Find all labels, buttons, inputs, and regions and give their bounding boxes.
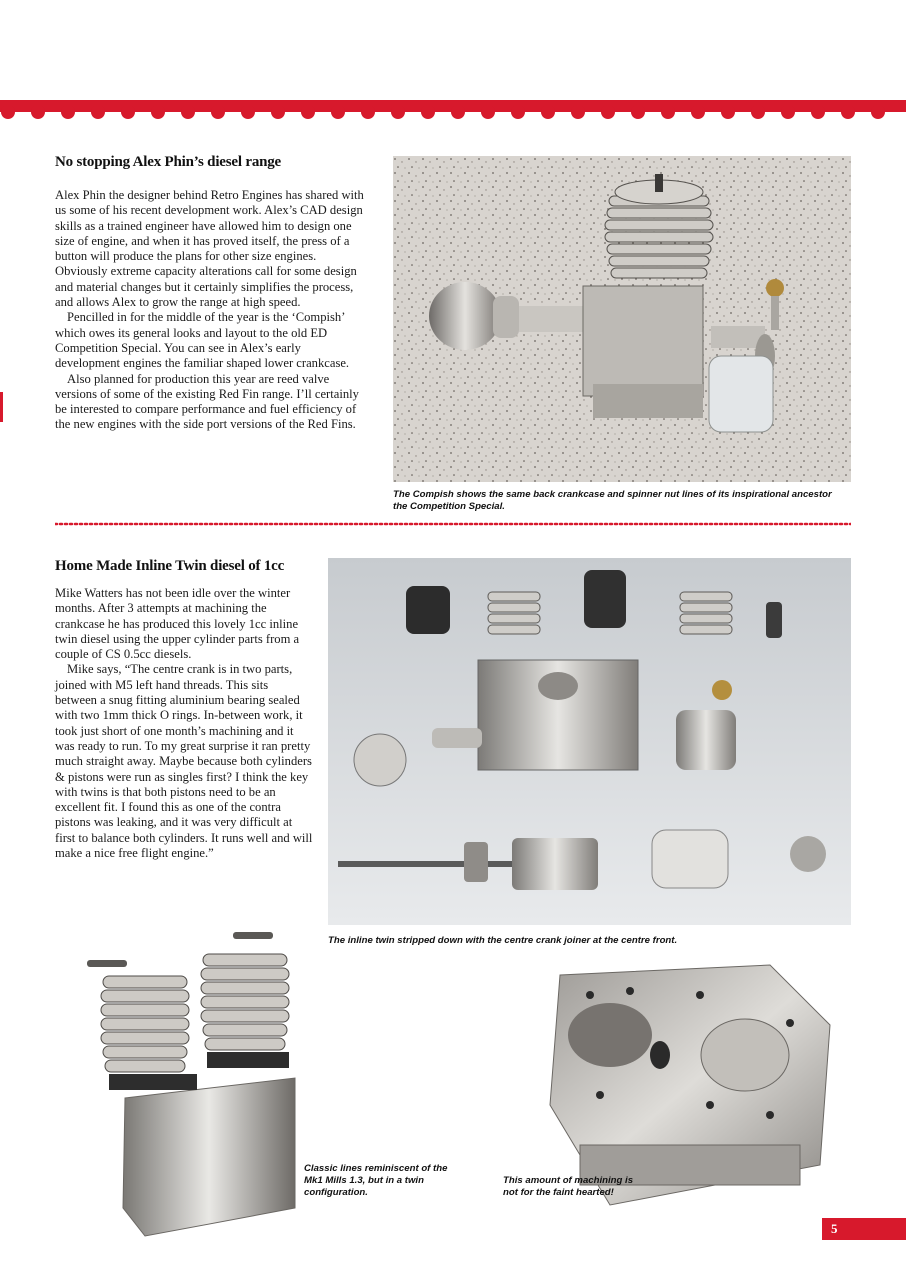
section2-body [55,586,313,861]
section1-paragraph: Pencilled in for the middle of the year is the ‘Compish’ which owes its general looks and layout to the old ED Competition Special. You can see in Alex’s early development engines the familiar shaped lower crankcase. [55,310,350,371]
stripped-twin-caption: The inline twin stripped down with the centre crank joiner at the centre front. [328,935,678,946]
section1-title: No stopping Alex Phin’s diesel range [55,154,282,170]
stripped-twin-photo [328,558,851,925]
edge-tab [0,392,3,422]
section1-paragraph: Alex Phin the designer behind Retro Engines has shared with us some of his recent development work. Alex’s CAD design skills as a trained engineer have allowed him to design one size of engine, and when it has proved itself, the press of a button will produce the plans for other size engines. Obviously extreme capacity alterations call for some design and material changes but it certainly simplifies the process, and allows Alex to grow the range at high speed. [55,188,364,310]
header-scallops [0,106,906,124]
section2-paragraph: Mike Watters has not been idle over the winter months. After 3 attempts at machining the crankcase he has produced this lovely 1cc inline twin diesel using the upper cylinder parts from a couple of CS 0.5cc diesels. [55,586,300,662]
section1-body [55,188,367,433]
assembled-twin-photo [35,918,300,1244]
page-number: 5 [822,1218,906,1240]
compish-caption: The Compish shows the same back crankcase and spinner nut lines of its inspirational ancestor the Competition Special. [393,489,832,512]
crankcase-machining-caption: This amount of machining is not for the faint hearted! [503,1175,634,1198]
section1-paragraph: Also planned for production this year are reed valve versions of some of the existing Red Fin range. I’ll certainly be interested to compare performance and fuel efficiency of the new engines with the side port versions of the Red Fins. [55,371,359,432]
section-divider [55,522,851,526]
section2-title: Home Made Inline Twin diesel of 1cc [55,558,285,574]
assembled-twin-caption: Classic lines reminiscent of the Mk1 Mills 1.3, but in a twin configuration. [304,1163,448,1198]
section2-paragraph: Mike says, “The centre crank is in two parts, joined with M5 left hand threads. This sits between a snug fitting aluminium bearing sealed with two 1mm thick O rings. In-between work, it took just short of one month’s machining and it was ready to run. To my great surprise it ran pretty much straight away. Maybe because both cylinders & pistons were run as singles first? I think the key with twins is that both pistons need to be an excellent fit. I found this as one of the contra pistons was leaking, and it was very difficult at first to balance both cylinders. It runs well and will make a nice free flight engine.” [55,662,313,861]
compish-engine-photo [393,156,851,482]
